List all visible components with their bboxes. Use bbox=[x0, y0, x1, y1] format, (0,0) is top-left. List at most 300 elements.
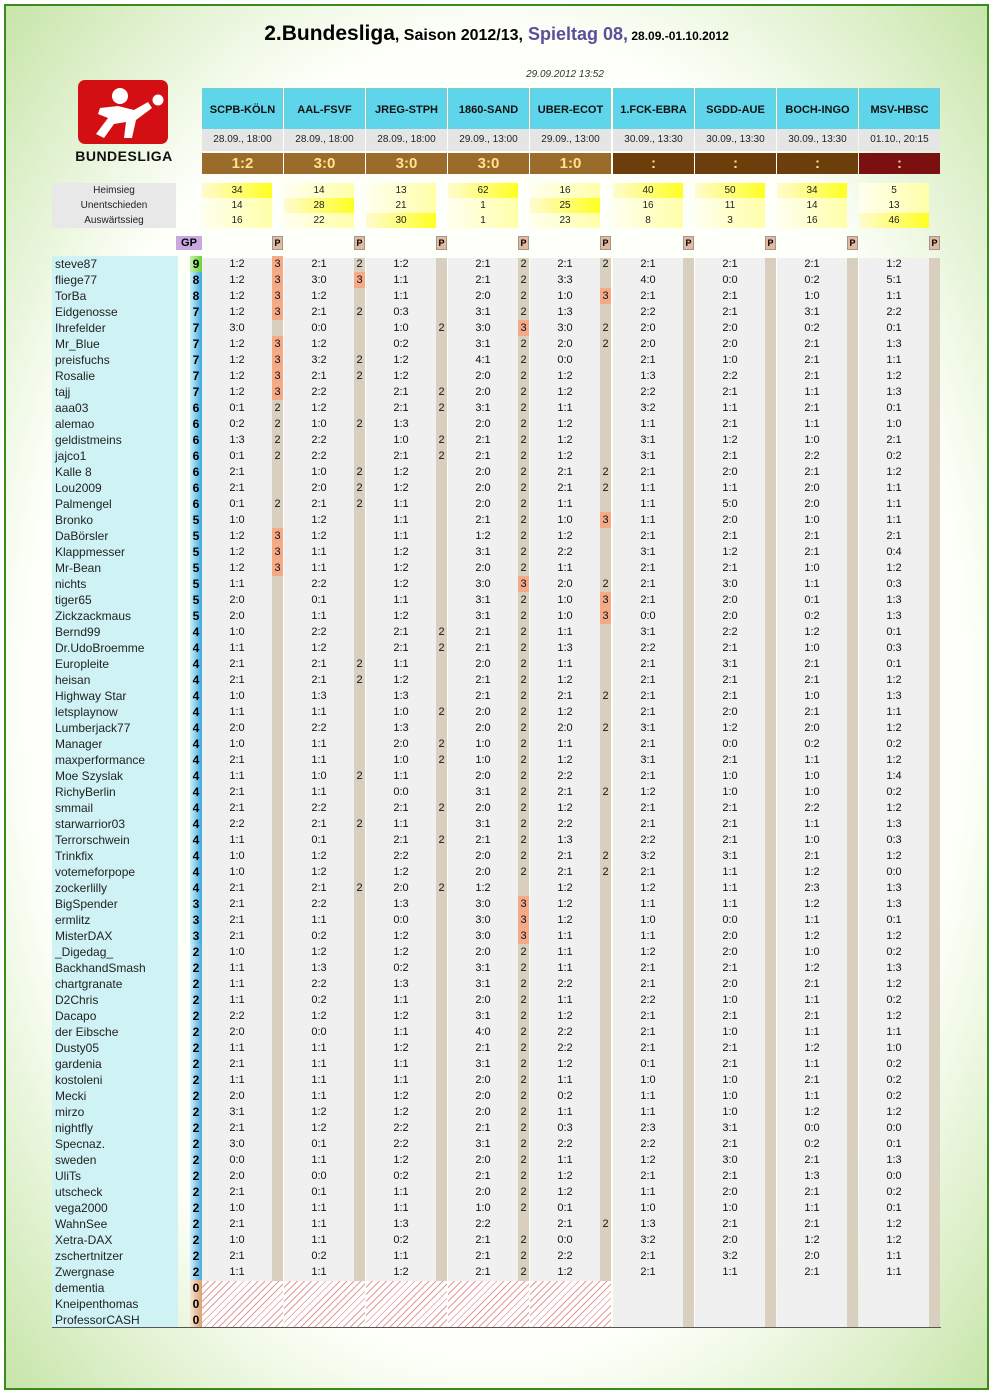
stat-aw: 30 bbox=[366, 213, 436, 228]
player-name: der Eibsche bbox=[52, 1024, 178, 1040]
match-result: 1:0 bbox=[530, 153, 611, 174]
player-tip: 2:0 bbox=[804, 1250, 820, 1262]
player-points: 2 bbox=[602, 690, 609, 702]
player-tip: 1:1 bbox=[722, 1266, 738, 1278]
player-tip: 2:1 bbox=[804, 658, 820, 670]
player-tip: 1:0 bbox=[475, 1202, 491, 1214]
player-tip: 1:2 bbox=[393, 258, 409, 270]
player-tip: 1:1 bbox=[722, 402, 738, 414]
player-gp: 2 bbox=[190, 1152, 202, 1168]
player-tip: 1:2 bbox=[886, 1106, 902, 1118]
player-tip: 2:1 bbox=[640, 802, 656, 814]
player-tip: 1:1 bbox=[229, 1266, 245, 1278]
title-dates: 28.09.-01.10.2012 bbox=[628, 29, 729, 43]
player-tip: 0:2 bbox=[804, 1138, 820, 1150]
player-tip: 2:1 bbox=[722, 306, 738, 318]
player-points: 2 bbox=[602, 866, 609, 878]
player-tip: 2:1 bbox=[722, 1138, 738, 1150]
player-tip: 2:1 bbox=[722, 802, 738, 814]
player-tip: 1:2 bbox=[311, 850, 327, 862]
player-tip: 0:1 bbox=[640, 1058, 656, 1070]
player-tip: 2:3 bbox=[640, 1122, 656, 1134]
player-points: 3 bbox=[272, 352, 283, 368]
player-tip: 2:0 bbox=[804, 722, 820, 734]
player-points: 3 bbox=[272, 272, 283, 288]
player-name: Eidgenosse bbox=[52, 304, 178, 320]
player-gp: 5 bbox=[190, 608, 202, 624]
player-tip: 1:0 bbox=[393, 754, 409, 766]
bundesliga-logo bbox=[70, 80, 178, 170]
player-tip: 2:2 bbox=[311, 978, 327, 990]
player-tip: 1:2 bbox=[886, 722, 902, 734]
player-tip: 1:1 bbox=[393, 514, 409, 526]
player-tip: 2:2 bbox=[886, 306, 902, 318]
player-tip: 1:2 bbox=[640, 882, 656, 894]
player-name: D2Chris bbox=[52, 992, 178, 1008]
player-tip: 1:0 bbox=[229, 738, 245, 750]
player-tip: 4:0 bbox=[475, 1026, 491, 1038]
player-tip: 0:2 bbox=[804, 610, 820, 622]
player-points: 3 bbox=[518, 576, 529, 592]
player-tip: 1:2 bbox=[557, 386, 573, 398]
player-tip: 1:1 bbox=[640, 1090, 656, 1102]
player-gp: 9 bbox=[190, 256, 202, 272]
match-date: 30.09., 13:30 bbox=[777, 129, 858, 151]
player-tip: 0:1 bbox=[311, 1138, 327, 1150]
player-tip: 1:2 bbox=[393, 482, 409, 494]
player-tip: 2:1 bbox=[229, 786, 245, 798]
player-tip: 1:2 bbox=[311, 642, 327, 654]
player-points: 2 bbox=[438, 802, 445, 814]
player-tip: 3:0 bbox=[475, 322, 491, 334]
player-tip: 2:1 bbox=[475, 434, 491, 446]
player-gp: 2 bbox=[190, 1232, 202, 1248]
player-tip: 2:1 bbox=[393, 626, 409, 638]
player-tip: 0:1 bbox=[229, 498, 245, 510]
player-tip: 1:2 bbox=[393, 1106, 409, 1118]
player-tip: 1:1 bbox=[393, 1058, 409, 1070]
player-tip: 3:1 bbox=[475, 610, 491, 622]
player-points: 2 bbox=[602, 1218, 609, 1230]
player-points: 3 bbox=[272, 368, 283, 384]
player-tip: 2:0 bbox=[722, 1186, 738, 1198]
player-points: 2 bbox=[520, 690, 527, 702]
player-tip: 2:0 bbox=[475, 946, 491, 958]
points-column-bg bbox=[929, 258, 940, 1328]
player-tip: 0:2 bbox=[311, 1250, 327, 1262]
player-tip: 2:1 bbox=[475, 834, 491, 846]
player-name: heisan bbox=[52, 672, 178, 688]
player-tip: 2:2 bbox=[311, 450, 327, 462]
logo-emblem bbox=[78, 80, 168, 144]
stat-hw: 16 bbox=[530, 183, 600, 198]
player-tip: 1:3 bbox=[886, 818, 902, 830]
player-gp: 0 bbox=[190, 1280, 202, 1296]
player-points: 2 bbox=[602, 466, 609, 478]
player-tip: 2:1 bbox=[640, 466, 656, 478]
player-tip: 1:3 bbox=[886, 610, 902, 622]
points-header: P bbox=[683, 236, 694, 250]
player-tip: 1:1 bbox=[393, 1074, 409, 1086]
match-date: 28.09., 18:00 bbox=[202, 129, 283, 151]
player-name: Dacapo bbox=[52, 1008, 178, 1024]
player-tip: 1:2 bbox=[557, 450, 573, 462]
player-name: Bronko bbox=[52, 512, 178, 528]
player-tip: 2:0 bbox=[722, 610, 738, 622]
title-league: 2.Bundesliga bbox=[264, 22, 395, 45]
player-tip: 2:0 bbox=[393, 738, 409, 750]
player-gp: 6 bbox=[190, 416, 202, 432]
stat-hw: 34 bbox=[202, 183, 272, 198]
player-tip: 2:0 bbox=[475, 706, 491, 718]
player-tip: 1:2 bbox=[557, 706, 573, 718]
player-tip: 1:1 bbox=[557, 562, 573, 574]
player-tip: 2:1 bbox=[475, 274, 491, 286]
player-tip: 0:0 bbox=[886, 866, 902, 878]
player-tip: 1:0 bbox=[804, 514, 820, 526]
player-gp: 8 bbox=[190, 272, 202, 288]
player-tip: 1:2 bbox=[557, 370, 573, 382]
match-result: : bbox=[859, 153, 940, 174]
player-tip: 0:2 bbox=[393, 962, 409, 974]
player-tip: 2:0 bbox=[475, 482, 491, 494]
player-name: Lumberjack77 bbox=[52, 720, 178, 736]
player-tip: 0:2 bbox=[393, 338, 409, 350]
player-tip: 1:2 bbox=[557, 914, 573, 926]
player-tip: 2:2 bbox=[229, 818, 245, 830]
player-tip: 1:4 bbox=[886, 770, 902, 782]
player-tip: 1:1 bbox=[886, 1266, 902, 1278]
player-tip: 1:0 bbox=[557, 290, 573, 302]
player-name: zschertnitzer bbox=[52, 1248, 178, 1264]
player-tip: 1:3 bbox=[886, 898, 902, 910]
player-tip: 2:0 bbox=[475, 1154, 491, 1166]
player-tip: 3:1 bbox=[640, 546, 656, 558]
player-tip: 2:0 bbox=[722, 338, 738, 350]
stat-hw: 40 bbox=[613, 183, 683, 198]
player-tip: 2:1 bbox=[640, 674, 656, 686]
player-tip: 0:2 bbox=[886, 994, 902, 1006]
player-tip: 1:1 bbox=[640, 930, 656, 942]
player-tip: 3:1 bbox=[640, 450, 656, 462]
player-tip: 1:1 bbox=[311, 546, 327, 558]
player-tip: 2:1 bbox=[475, 1170, 491, 1182]
player-tip: 1:0 bbox=[311, 466, 327, 478]
player-tip: 2:1 bbox=[804, 1074, 820, 1086]
player-tip: 1:2 bbox=[311, 530, 327, 542]
player-name: ProfessorCASH bbox=[52, 1312, 178, 1328]
player-tip: 2:1 bbox=[229, 914, 245, 926]
player-tip: 1:2 bbox=[393, 1042, 409, 1054]
player-gp: 7 bbox=[190, 320, 202, 336]
player-tip: 0:1 bbox=[311, 1186, 327, 1198]
player-tip: 2:1 bbox=[886, 434, 902, 446]
player-tip: 2:2 bbox=[557, 1138, 573, 1150]
player-tip: 1:1 bbox=[804, 818, 820, 830]
player-tip: 2:1 bbox=[722, 1042, 738, 1054]
player-points: 2 bbox=[356, 418, 363, 430]
player-gp: 6 bbox=[190, 480, 202, 496]
player-tip: 1:1 bbox=[311, 1042, 327, 1054]
stat-dr: 14 bbox=[202, 198, 272, 213]
player-tip: 1:2 bbox=[557, 674, 573, 686]
player-tip: 1:0 bbox=[722, 770, 738, 782]
stat-dr: 14 bbox=[777, 198, 847, 213]
player-tip: 1:2 bbox=[393, 866, 409, 878]
player-tip: 2:1 bbox=[640, 530, 656, 542]
player-tip: 2:1 bbox=[640, 1266, 656, 1278]
player-name: Klappmesser bbox=[52, 544, 178, 560]
player-tip: 2:1 bbox=[229, 754, 245, 766]
player-name: Highway Star bbox=[52, 688, 178, 704]
player-tip: 1:3 bbox=[393, 722, 409, 734]
player-tip: 2:0 bbox=[475, 1074, 491, 1086]
player-points: 2 bbox=[274, 450, 281, 462]
player-tip: 1:0 bbox=[886, 1042, 902, 1054]
player-gp: 2 bbox=[190, 1248, 202, 1264]
player-tip: 3:1 bbox=[475, 594, 491, 606]
player-tip: 1:3 bbox=[886, 1154, 902, 1166]
player-icon bbox=[78, 80, 168, 144]
player-tip: 1:3 bbox=[393, 418, 409, 430]
player-gp: 5 bbox=[190, 512, 202, 528]
player-tip: 2:1 bbox=[640, 738, 656, 750]
player-tip: 2:1 bbox=[722, 674, 738, 686]
player-gp: 4 bbox=[190, 800, 202, 816]
player-points: 2 bbox=[520, 354, 527, 366]
player-tip: 2:0 bbox=[229, 1090, 245, 1102]
player-tip: 1:3 bbox=[229, 434, 245, 446]
player-tip: 1:1 bbox=[393, 594, 409, 606]
match-header: MSV-HBSC bbox=[859, 88, 940, 132]
player-tip: 1:2 bbox=[557, 882, 573, 894]
player-tip: 1:1 bbox=[393, 274, 409, 286]
player-name: kostoleni bbox=[52, 1072, 178, 1088]
player-tip: 1:1 bbox=[640, 898, 656, 910]
player-tip: 0:1 bbox=[886, 322, 902, 334]
player-points: 3 bbox=[600, 288, 611, 304]
player-tip: 2:1 bbox=[229, 1122, 245, 1134]
player-tip: 3:1 bbox=[475, 786, 491, 798]
player-tip: 2:1 bbox=[722, 450, 738, 462]
player-points: 3 bbox=[600, 592, 611, 608]
player-tip: 2:1 bbox=[804, 402, 820, 414]
player-gp: 2 bbox=[190, 1264, 202, 1280]
player-name: Mr_Blue bbox=[52, 336, 178, 352]
player-tip: 3:1 bbox=[475, 962, 491, 974]
player-tip: 2:1 bbox=[229, 658, 245, 670]
player-tip: 1:2 bbox=[886, 1234, 902, 1246]
player-gp: 2 bbox=[190, 1120, 202, 1136]
player-tip: 0:3 bbox=[886, 834, 902, 846]
player-tip: 1:0 bbox=[804, 562, 820, 574]
player-gp: 5 bbox=[190, 544, 202, 560]
player-tip: 1:1 bbox=[886, 706, 902, 718]
player-tip: 1:3 bbox=[886, 338, 902, 350]
player-points: 2 bbox=[520, 594, 527, 606]
player-tip: 1:2 bbox=[311, 290, 327, 302]
player-tip: 0:0 bbox=[722, 274, 738, 286]
player-gp: 2 bbox=[190, 1216, 202, 1232]
player-tip: 3:1 bbox=[722, 658, 738, 670]
player-name: Moe Szyslak bbox=[52, 768, 178, 784]
player-tip: 2:1 bbox=[640, 658, 656, 670]
player-tip: 1:2 bbox=[393, 578, 409, 590]
player-tip: 1:1 bbox=[311, 1154, 327, 1166]
player-tip: 1:0 bbox=[557, 610, 573, 622]
player-tip: 3:1 bbox=[475, 818, 491, 830]
stat-aw: 16 bbox=[777, 213, 847, 228]
player-tip: 2:2 bbox=[640, 642, 656, 654]
player-tip: 2:2 bbox=[640, 994, 656, 1006]
player-points: 3 bbox=[272, 560, 283, 576]
player-tip: 2:1 bbox=[722, 642, 738, 654]
player-tip: 2:1 bbox=[229, 482, 245, 494]
player-tip: 2:2 bbox=[311, 578, 327, 590]
player-tip: 0:2 bbox=[886, 786, 902, 798]
player-tip: 2:1 bbox=[640, 1250, 656, 1262]
player-tip: 1:1 bbox=[311, 562, 327, 574]
player-tip: 1:1 bbox=[393, 770, 409, 782]
player-tip: 1:3 bbox=[311, 962, 327, 974]
player-tip: 1:3 bbox=[640, 370, 656, 382]
player-tip: 1:3 bbox=[886, 690, 902, 702]
player-tip: 2:1 bbox=[475, 642, 491, 654]
player-name: Dr.UdoBroemme bbox=[52, 640, 178, 656]
player-tip: 2:1 bbox=[804, 530, 820, 542]
player-tip: 2:0 bbox=[475, 658, 491, 670]
player-tip: 1:3 bbox=[393, 690, 409, 702]
player-tip: 1:1 bbox=[804, 754, 820, 766]
player-tip: 1:2 bbox=[886, 370, 902, 382]
player-gp: 2 bbox=[190, 1104, 202, 1120]
player-tip: 0:2 bbox=[804, 738, 820, 750]
player-tip: 3:2 bbox=[640, 1234, 656, 1246]
player-tip: 1:2 bbox=[886, 754, 902, 766]
player-tip: 1:1 bbox=[557, 626, 573, 638]
player-tip: 1:2 bbox=[557, 1170, 573, 1182]
player-tip: 1:0 bbox=[722, 1202, 738, 1214]
player-points: 2 bbox=[438, 754, 445, 766]
player-tip: 1:1 bbox=[393, 1026, 409, 1038]
player-points: 3 bbox=[518, 320, 529, 336]
player-gp: 4 bbox=[190, 784, 202, 800]
player-name: RichyBerlin bbox=[52, 784, 178, 800]
player-gp: 2 bbox=[190, 1184, 202, 1200]
player-points: 3 bbox=[518, 928, 529, 944]
player-tip: 3:1 bbox=[722, 1122, 738, 1134]
player-gp: 4 bbox=[190, 832, 202, 848]
stat-dr: 25 bbox=[530, 198, 600, 213]
player-tip: 1:1 bbox=[311, 1234, 327, 1246]
player-tip: 2:1 bbox=[640, 1042, 656, 1054]
player-tip: 2:0 bbox=[475, 994, 491, 1006]
player-tip: 1:3 bbox=[557, 834, 573, 846]
player-tip: 2:1 bbox=[804, 1154, 820, 1166]
player-tip: 1:2 bbox=[886, 1010, 902, 1022]
player-points: 2 bbox=[602, 258, 609, 270]
player-tip: 2:1 bbox=[475, 690, 491, 702]
player-points: 2 bbox=[356, 466, 363, 478]
player-tip: 1:1 bbox=[229, 770, 245, 782]
player-tip: 2:0 bbox=[475, 1186, 491, 1198]
player-points: 2 bbox=[438, 738, 445, 750]
player-tip: 2:0 bbox=[722, 930, 738, 942]
player-gp: 4 bbox=[190, 656, 202, 672]
player-tip: 2:1 bbox=[557, 258, 573, 270]
player-tip: 2:2 bbox=[557, 770, 573, 782]
player-points: 2 bbox=[520, 610, 527, 622]
player-tip: 2:1 bbox=[229, 930, 245, 942]
player-name: WahnSee bbox=[52, 1216, 178, 1232]
player-name: preisfuchs bbox=[52, 352, 178, 368]
player-tip: 1:0 bbox=[475, 754, 491, 766]
player-tip: 2:1 bbox=[475, 1122, 491, 1134]
player-tip: 2:1 bbox=[557, 850, 573, 862]
player-tip: 2:0 bbox=[229, 1026, 245, 1038]
player-tip: 3:1 bbox=[640, 434, 656, 446]
match-header: SGDD-AUE bbox=[695, 88, 776, 132]
player-tip: 2:1 bbox=[804, 354, 820, 366]
player-tip: 1:2 bbox=[393, 354, 409, 366]
player-tip: 2:1 bbox=[393, 834, 409, 846]
stat-hw: 50 bbox=[695, 183, 765, 198]
player-tip: 2:0 bbox=[475, 386, 491, 398]
no-tip-area bbox=[366, 1281, 447, 1328]
gp-header: GP bbox=[176, 236, 202, 250]
player-tip: 1:2 bbox=[557, 1186, 573, 1198]
player-name: maxperformance bbox=[52, 752, 178, 768]
player-tip: 1:0 bbox=[640, 1074, 656, 1086]
player-tip: 0:0 bbox=[886, 1170, 902, 1182]
player-gp: 2 bbox=[190, 1056, 202, 1072]
player-points: 2 bbox=[438, 402, 445, 414]
player-tip: 0:2 bbox=[393, 1170, 409, 1182]
player-tip: 2:2 bbox=[311, 626, 327, 638]
player-name: Zickzackmaus bbox=[52, 608, 178, 624]
player-name: zockerlilly bbox=[52, 880, 178, 896]
player-tip: 1:1 bbox=[557, 1154, 573, 1166]
player-tip: 0:0 bbox=[311, 1170, 327, 1182]
player-tip: 2:1 bbox=[640, 1010, 656, 1022]
player-tip: 2:1 bbox=[311, 674, 327, 686]
player-tip: 1:1 bbox=[229, 978, 245, 990]
player-tip: 1:2 bbox=[722, 722, 738, 734]
player-tip: 1:0 bbox=[804, 946, 820, 958]
player-tip: 2:0 bbox=[722, 594, 738, 606]
player-tip: 1:1 bbox=[311, 754, 327, 766]
player-gp: 5 bbox=[190, 592, 202, 608]
player-tip: 3:0 bbox=[722, 1154, 738, 1166]
player-tip: 2:1 bbox=[640, 594, 656, 606]
player-tip: 1:3 bbox=[886, 386, 902, 398]
player-tip: 2:1 bbox=[229, 1218, 245, 1230]
player-tip: 1:1 bbox=[557, 1106, 573, 1118]
player-tip: 1:1 bbox=[393, 1202, 409, 1214]
player-points: 3 bbox=[272, 288, 283, 304]
player-tip: 1:2 bbox=[475, 530, 491, 542]
player-points: 2 bbox=[520, 258, 527, 270]
player-gp: 0 bbox=[190, 1296, 202, 1312]
player-tip: 2:1 bbox=[311, 498, 327, 510]
player-tip: 1:2 bbox=[886, 562, 902, 574]
points-header: P bbox=[847, 236, 858, 250]
player-name: aaa03 bbox=[52, 400, 178, 416]
player-tip: 1:2 bbox=[393, 946, 409, 958]
player-tip: 3:1 bbox=[640, 754, 656, 766]
player-tip: 1:3 bbox=[393, 1218, 409, 1230]
stat-label: Heimsieg bbox=[52, 183, 176, 198]
